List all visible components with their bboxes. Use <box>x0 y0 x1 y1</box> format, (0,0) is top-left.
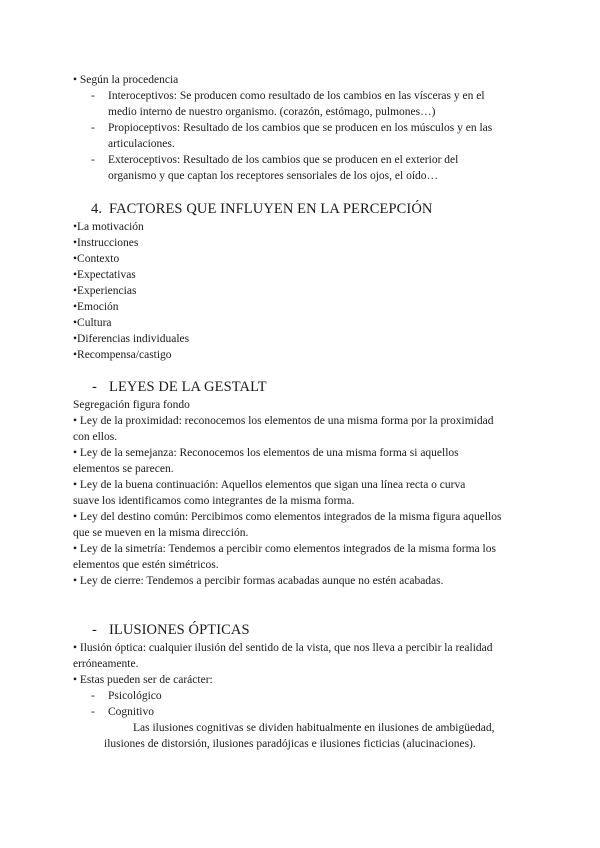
ilusiones-line: • Ilusión óptica: cualquier ilusión del sentido de la vista, que nos lleva a percibir la realidad <box>73 642 493 654</box>
gestalt-line: que se mueven en la misma dirección. <box>73 527 249 539</box>
factor-item: •Experiencias <box>73 285 137 297</box>
gestalt-line: • Ley de la buena continuación: Aquellos elementos que sigan una línea recta o curva <box>73 479 466 491</box>
factor-item: •Instrucciones <box>73 237 139 249</box>
ilusiones-line: erróneamente. <box>73 658 139 670</box>
factor-item: •La motivación <box>73 221 144 233</box>
ilusiones-line: • Estas pueden ser de carácter: <box>73 674 213 686</box>
procedencia-title: • Según la procedencia <box>73 74 179 86</box>
gestalt-line: elementos que estén simétricos. <box>73 559 219 571</box>
exteroceptivos-line-1: Exteroceptivos: Resultado de los cambios que se producen en el exterior del <box>108 154 459 166</box>
list-marker: - <box>91 690 95 702</box>
section-number: 4. <box>91 201 103 217</box>
gestalt-line: elementos se parecen. <box>73 463 174 475</box>
cognitivo-paragraph-line-2: ilusiones de distorsión, ilusiones paradójicas e ilusiones ficticias (alucinaciones). <box>104 738 476 750</box>
list-marker: - <box>92 379 97 395</box>
cognitivo-paragraph-line-1: Las ilusiones cognitivas se dividen habitualmente en ilusiones de ambigüedad, <box>133 722 495 734</box>
list-marker: - <box>91 154 95 166</box>
gestalt-line: suave los identificamos como integrantes de la misma forma. <box>73 495 355 507</box>
factor-item: •Emoción <box>73 301 119 313</box>
gestalt-line: Segregación figura fondo <box>73 399 190 411</box>
gestalt-line: • Ley de la simetría: Tendemos a percibir como elementos integrados de la misma forma los <box>73 543 496 555</box>
factor-item: •Contexto <box>73 253 120 265</box>
type-psicologico: Psicológico <box>108 690 162 702</box>
list-marker: - <box>91 122 95 134</box>
gestalt-heading: LEYES DE LA GESTALT <box>109 379 267 395</box>
factor-item: •Expectativas <box>73 269 136 281</box>
factor-item: •Cultura <box>73 317 112 329</box>
list-marker: - <box>91 706 95 718</box>
list-marker: - <box>91 90 95 102</box>
type-cognitivo: Cognitivo <box>108 706 155 718</box>
gestalt-line: • Ley de la semejanza: Reconocemos los elementos de una misma forma si aquellos <box>73 447 459 459</box>
propioceptivos-line-1: Propioceptivos: Resultado de los cambios que se producen en los músculos y en las <box>108 122 493 134</box>
factor-item: •Diferencias individuales <box>73 333 190 345</box>
factor-item: •Recompensa/castigo <box>73 349 172 361</box>
ilusiones-heading: ILUSIONES ÓPTICAS <box>109 622 250 638</box>
propioceptivos-line-2: articulaciones. <box>108 138 175 150</box>
gestalt-line: • Ley del destino común: Percibimos como elementos integrados de la misma figura aquellos <box>73 511 502 523</box>
gestalt-line: • Ley de la proximidad: reconocemos los elementos de una misma forma por la proximidad <box>73 415 494 427</box>
list-marker: - <box>92 622 97 638</box>
exteroceptivos-line-2: organismo y que captan los receptores sensoriales de los ojos, el oído… <box>108 170 439 182</box>
interoceptivos-line-1: Interoceptivos: Se producen como resultado de los cambios en las vísceras y en el <box>108 90 485 102</box>
factores-heading: FACTORES QUE INFLUYEN EN LA PERCEPCIÓN <box>109 201 433 217</box>
gestalt-line: con ellos. <box>73 431 118 443</box>
interoceptivos-line-2: medio interno de nuestro organismo. (corazón, estómago, pulmones…) <box>108 106 436 118</box>
gestalt-line: • Ley de cierre: Tendemos a percibir formas acabadas aunque no estén acabadas. <box>73 575 444 587</box>
